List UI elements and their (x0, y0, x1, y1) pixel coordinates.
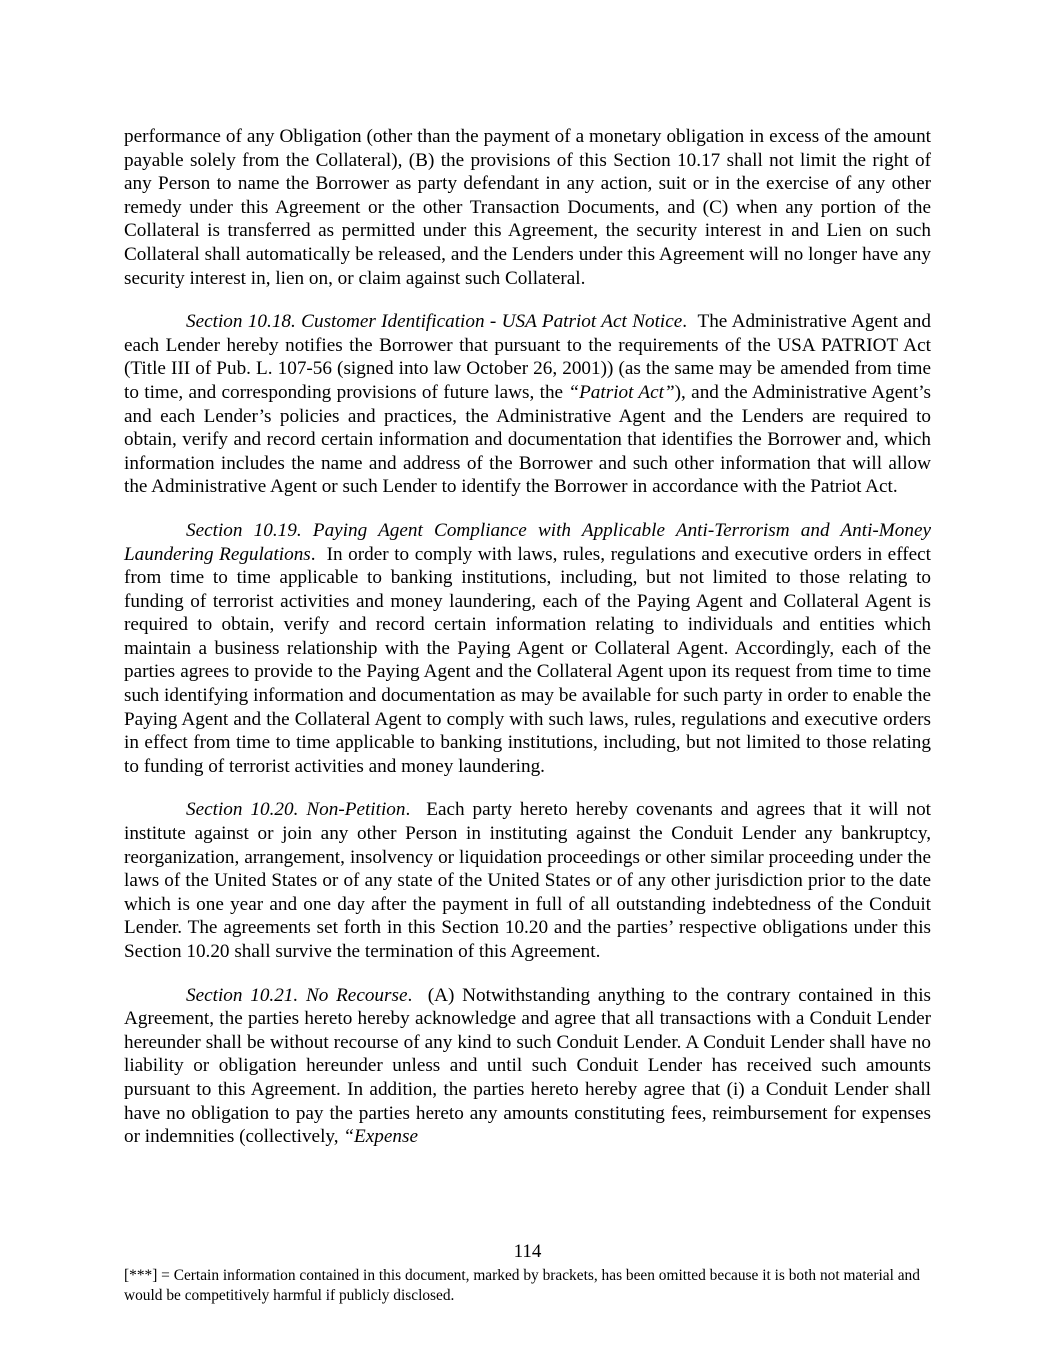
paragraph-text: In order to comply with laws, rules, regulations and executive orders in effect from time to time applicable to banking institutions, including, but not limited to those relating to funding of terrorist activities and money laundering, each of the Paying Agent and Collateral Agent is required to obtain, verify and record certain information relating to individuals and entities which maintain a business relationship with the Paying Agent or Collateral Agent. Accordingly, each of the parties agrees to provide to the Paying Agent and the Collateral Agent upon its request from time to time such identifying information and documentation as may be available for such party in order to enable the Paying Agent and the Collateral Agent to comply with such laws, rules, regulations and executive orders in effect from time to time applicable to banking institutions, including, but not limited to those relating to funding of terrorist activities and money laundering. (124, 543, 931, 777)
section-heading: Section 10.20. Non-Petition (186, 799, 406, 821)
document-page (124, 125, 931, 1169)
paragraph-text: The Administrative Agent and each Lender hereby notifies the Borrower that pursuant to the requirements of the USA PATRIOT Act (Title III of Pub. L. 107-56 (signed into law October 26, 2001)) (as the same may be amended from time to time, and corresponding provisions of future laws, the (124, 311, 931, 403)
section-heading: Section 10.19. Paying Agent Compliance with Applicable Anti-Terrorism and Anti-Money Laundering Regulations (124, 519, 931, 565)
paragraph-section-10-18: Section 10.18. Customer Identification - USA Patriot Act Notice. The Administrative Agent and each Lender hereby notifies the Borrower that pursuant to the requirements of the USA PATRIOT Act (Title III of Pub. L. 107-56 (signed into law October 26, 2001)) (as the same may be amended from time to time, and corresponding provisions of future laws, the “Patriot Act”), and the Administrative Agent’s and each Lender’s policies and practices, the Administrative Agent and the Lenders are required to obtain, verify and record certain information and documentation that identifies the Borrower and, which information includes the name and address of the Borrower and such other information that will allow the Administrative Agent or such Lender to identify the Borrower in accordance with the Patriot Act. (124, 311, 931, 498)
paragraph-text: Each party hereto hereby covenants and agrees that it will not institute against or join any other Person in instituting against the Conduit Lender any bankruptcy, reorganization, arrangement, insolvency or liquidation proceedings or other similar proceeding under the laws of the United States or of any state of the United States or of any other jurisdiction prior to the date which is one year and one day after the payment in full of all outstanding indebtedness of the Conduit Lender. The agreements set forth in this Section 10.20 and the parties’ respective obligations under this Section 10.20 shall survive the termination of this Agreement. (124, 799, 931, 962)
paragraph-section-10-21: Section 10.21. No Recourse. (A) Notwithstanding anything to the contrary contained in this Agreement, the parties hereto hereby acknowledge and agree that all transactions with a Conduit Lender hereunder shall be without recourse of any kind to such Conduit Lender. A Conduit Lender shall have no liability or obligation hereunder unless and until such Conduit Lender has received such amounts pursuant to this Agreement. In addition, the parties hereto hereby agree that (i) a Conduit Lender shall have no obligation to pay the parties hereto any amounts constituting fees, reimbursement for expenses or indemnities (collectively, “Expense (124, 984, 931, 1148)
paragraph-section-10-19: Section 10.19. Paying Agent Compliance with Applicable Anti-Terrorism and Anti-Money Laundering Regulations. In order to comply with laws, rules, regulations and executive orders in effect from time to time applicable to banking institutions, including, but not limited to those relating to funding of terrorist activities and money laundering, each of the Paying Agent and Collateral Agent is required to obtain, verify and record certain information relating to individuals and entities which maintain a business relationship with the Paying Agent or Collateral Agent. Accordingly, each of the parties agrees to provide to the Paying Agent and the Collateral Agent upon its request from time to time such identifying information and documentation as may be available for such party in order to enable the Paying Agent and the Collateral Agent to comply with such laws, rules, regulations and executive orders in effect from time to time applicable to banking institutions, including, but not limited to those relating to funding of terrorist activities and money laundering. (124, 519, 931, 777)
defined-term: “Expense (343, 1126, 418, 1148)
section-heading: Section 10.21. No Recourse (186, 984, 408, 1006)
paragraph-text: (A) Notwithstanding anything to the contrary contained in this Agreement, the parties hereto hereby acknowledge and agree that all transactions with a Conduit Lender hereunder shall be without recourse of any kind to such Conduit Lender. A Conduit Lender shall have no liability or obligation hereunder unless and until such Conduit Lender has received such amounts pursuant to this Agreement. In addition, the parties hereto hereby agree that (i) a Conduit Lender shall have no obligation to pay the parties hereto any amounts constituting fees, reimbursement for expenses or indemnities (collectively, (124, 984, 931, 1148)
paragraph-section-10-20: Section 10.20. Non-Petition. Each party hereto hereby covenants and agrees that it will not institute against or join any other Person in instituting against the Conduit Lender any bankruptcy, reorganization, arrangement, insolvency or liquidation proceedings or other similar proceeding under the laws of the United States or of any state of the United States or of any other jurisdiction prior to the date which is one year and one day after the payment in full of all outstanding indebtedness of the Conduit Lender. The agreements set forth in this Section 10.20 and the parties’ respective obligations under this Section 10.20 shall survive the termination of this Agreement. (124, 799, 931, 962)
page-number: 114 (513, 1241, 542, 1262)
footnote: [***] = Certain information contained in this document, marked by brackets, has been omitted because it is both not material and would be competitively harmful if publicly disclosed. (124, 1267, 920, 1304)
paragraph-continuation (124, 125, 931, 290)
section-heading: Section 10.18. Customer Identification - USA Patriot Act Notice (186, 311, 683, 333)
paragraph-text: performance of any Obligation (other than the payment of a monetary obligation in excess of the amount payable solely from the Collateral), (B) the provisions of this Section 10.17 shall not limit the right of any Person to name the Borrower as party defendant in any action, suit or in the exercise of any other remedy under this Agreement or the other Transaction Documents, and (C) when any portion of the Collateral is transferred as permitted under this Agreement, the security interest in and Lien on such Collateral shall automatically be released, and the Lenders under this Agreement will no longer have any security interest in, lien on, or claim against such Collateral. (124, 126, 931, 289)
defined-term: “Patriot Act” (568, 381, 675, 403)
paragraph-text: ), and the Administrative Agent’s and each Lender’s policies and practices, the Administrative Agent and the Lenders are required to obtain, verify and record certain information and documentation that identifies the Borrower and, which information includes the name and address of the Borrower and such other information that will allow the Administrative Agent or such Lender to identify the Borrower in accordance with the Patriot Act. (124, 381, 931, 498)
